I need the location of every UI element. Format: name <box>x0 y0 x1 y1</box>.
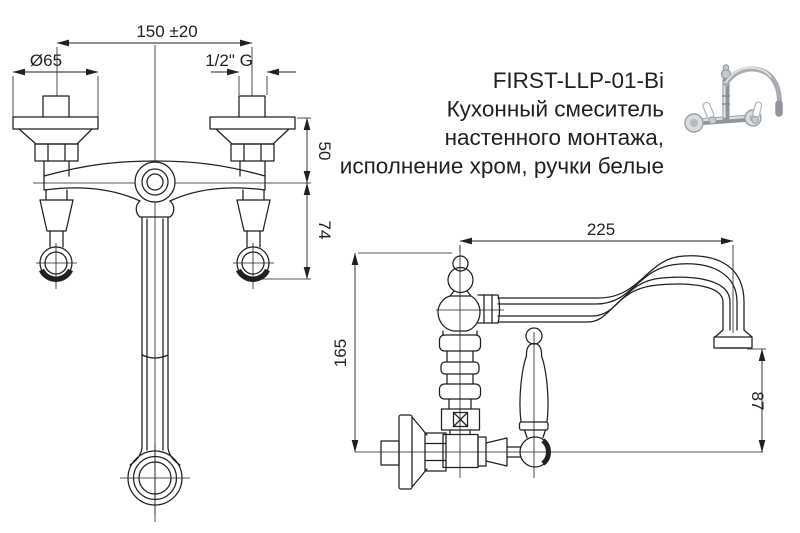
product-description-line2: настенного монтажа, <box>444 125 664 150</box>
front-right-wall-mount <box>210 96 295 176</box>
side-column-top <box>438 256 500 331</box>
dim-spout-reach <box>460 220 733 252</box>
left-valve-tube <box>44 161 69 176</box>
side-spout <box>498 256 752 348</box>
side-section-block <box>442 409 480 435</box>
right-hex-nut <box>231 144 274 161</box>
dim-vertical-chain <box>260 118 334 279</box>
dim-spout-to-axis-label: 87 <box>748 391 767 411</box>
dim-total-height-label: 165 <box>331 338 350 368</box>
side-valve-body <box>443 435 478 468</box>
dim-flange-diameter <box>13 51 98 117</box>
dim-thread-label: 1/2" G <box>205 51 253 70</box>
spout-hub-outer <box>135 162 175 202</box>
product-description-line1: Кухонный смеситель <box>446 96 664 122</box>
dim-spout-reach-label: 225 <box>586 220 616 239</box>
product-description-line3: исполнение хром, ручки белые <box>339 153 664 179</box>
side-thread-nipple <box>381 441 399 465</box>
dim-mount-distance-label: 150 ±20 <box>136 22 198 41</box>
left-flange-bell <box>19 129 92 144</box>
dim-spout-to-axis <box>747 349 767 452</box>
left-flange-plate <box>13 117 98 129</box>
side-view <box>331 220 767 489</box>
right-valve-tube <box>240 161 265 176</box>
dim-flange-diameter-label: Ø65 <box>29 51 63 70</box>
spout-collar-nut <box>478 295 500 323</box>
dim-thread <box>205 51 296 95</box>
front-left-wall-mount <box>13 96 98 176</box>
right-flange-bell <box>216 129 289 144</box>
dim-total-height <box>331 253 452 452</box>
left-hex-nut <box>35 144 78 161</box>
front-body-arms <box>44 161 265 217</box>
tee-body <box>438 296 480 331</box>
right-flange-plate <box>210 117 295 129</box>
dim-flange-to-axis-label: 50 <box>315 141 334 161</box>
product-code: FIRST-LLP-01-Bi <box>492 68 664 93</box>
product-info <box>340 68 664 179</box>
front-right-handle <box>233 190 274 289</box>
product-photo <box>676 58 798 158</box>
valve-ring <box>478 437 486 466</box>
front-left-handle <box>36 190 77 289</box>
right-thread-nipple <box>239 96 265 117</box>
dim-axis-to-handle-label: 74 <box>315 220 334 240</box>
front-view <box>13 22 334 522</box>
left-thread-nipple <box>43 96 69 117</box>
